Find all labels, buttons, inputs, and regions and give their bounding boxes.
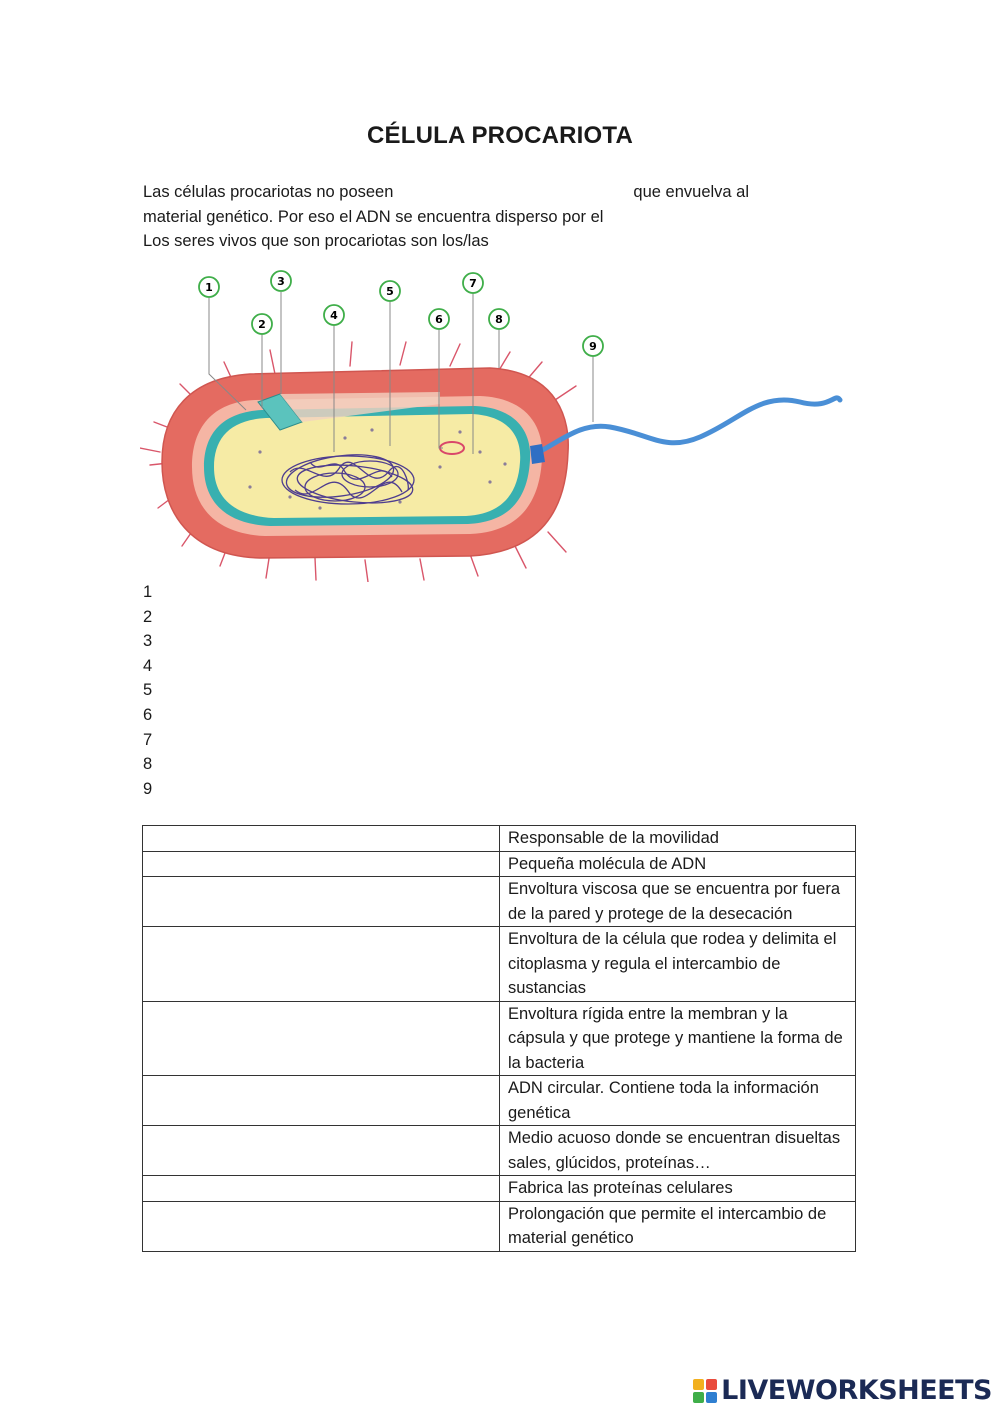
table-row (143, 826, 856, 852)
label-markers (199, 271, 603, 356)
answer-line-1[interactable]: 1 (143, 583, 153, 601)
svg-text:1: 1 (205, 281, 213, 294)
answer-line-4[interactable]: 4 (143, 656, 153, 675)
table-row (143, 927, 856, 1002)
table-row (143, 877, 856, 927)
label-6 (429, 309, 449, 329)
description-cell: Responsable de la movilidad (500, 826, 856, 852)
svg-text:6: 6 (435, 313, 443, 326)
answer-cell[interactable] (143, 851, 500, 877)
answer-line-6[interactable]: 6 (143, 705, 153, 724)
liveworksheets-brand[interactable] (693, 1375, 992, 1406)
intro-line-2: material genético. Por eso el ADN se encuentra disperso por el (143, 208, 604, 226)
description-cell: Envoltura viscosa que se encuentra por fuera de la pared y protege de la desecación (500, 877, 856, 927)
svg-text:2: 2 (258, 318, 266, 331)
description-cell: ADN circular. Contiene toda la información genética (500, 1076, 856, 1126)
answer-line-7[interactable]: 7 (143, 730, 153, 749)
description-cell: Medio acuoso donde se encuentran disueltas sales, glúcidos, proteínas… (500, 1126, 856, 1176)
answer-number-list (143, 580, 152, 801)
label-1 (199, 277, 219, 297)
prokaryotic-cell-diagram (140, 262, 860, 582)
page-title: CÉLULA PROCARIOTA (366, 122, 634, 149)
svg-text:3: 3 (277, 275, 285, 288)
label-9 (583, 336, 603, 356)
table-row (143, 1201, 856, 1251)
answer-line-9[interactable]: 9 (143, 779, 153, 798)
answer-cell[interactable] (143, 1176, 500, 1202)
answer-line-8[interactable]: 8 (143, 755, 153, 774)
matching-table (142, 825, 856, 1252)
svg-text:5: 5 (386, 285, 394, 298)
answer-cell[interactable] (143, 1001, 500, 1076)
liveworksheets-logo-icon (693, 1379, 717, 1403)
intro-line-1 (143, 180, 749, 204)
svg-text:8: 8 (495, 313, 503, 326)
answer-cell[interactable] (143, 877, 500, 927)
answer-cell[interactable] (143, 1076, 500, 1126)
table-row (143, 1126, 856, 1176)
intro-text-b: que envuelva al (633, 183, 750, 201)
description-cell: Prolongación que permite el intercambio de material genético (500, 1201, 856, 1251)
table-row (143, 1176, 856, 1202)
svg-text:9: 9 (589, 340, 597, 353)
answer-line-3[interactable]: 3 (143, 632, 153, 651)
answer-cell[interactable] (143, 1126, 500, 1176)
intro-line-3: Los seres vivos que son procariotas son los/las (143, 232, 489, 250)
intro-text-a: Las células procariotas no poseen (143, 183, 394, 201)
description-cell: Pequeña molécula de ADN (500, 851, 856, 877)
label-8 (489, 309, 509, 329)
table-row (143, 1001, 856, 1076)
flagellum (535, 398, 840, 454)
label-3 (271, 271, 291, 291)
description-cell: Envoltura rígida entre la membran y la cápsula y que protege y mantiene la forma de la bacteria (500, 1001, 856, 1076)
answer-cell[interactable] (143, 1201, 500, 1251)
label-7 (463, 273, 483, 293)
answer-line-2[interactable]: 2 (143, 607, 153, 626)
label-2 (252, 314, 272, 334)
description-cell: Envoltura de la célula que rodea y delimita el citoplasma y regula el intercambio de sustancias (500, 927, 856, 1002)
table-row (143, 851, 856, 877)
label-4 (324, 305, 344, 325)
description-cell: Fabrica las proteínas celulares (500, 1176, 856, 1202)
answer-cell[interactable] (143, 826, 500, 852)
brand-text: LIVEWORKSHEETS (721, 1375, 992, 1406)
svg-text:4: 4 (330, 309, 338, 322)
table-row (143, 1076, 856, 1126)
svg-text:7: 7 (469, 277, 477, 290)
label-5 (380, 281, 400, 301)
answer-line-5[interactable]: 5 (143, 681, 153, 700)
answer-cell[interactable] (143, 927, 500, 1002)
